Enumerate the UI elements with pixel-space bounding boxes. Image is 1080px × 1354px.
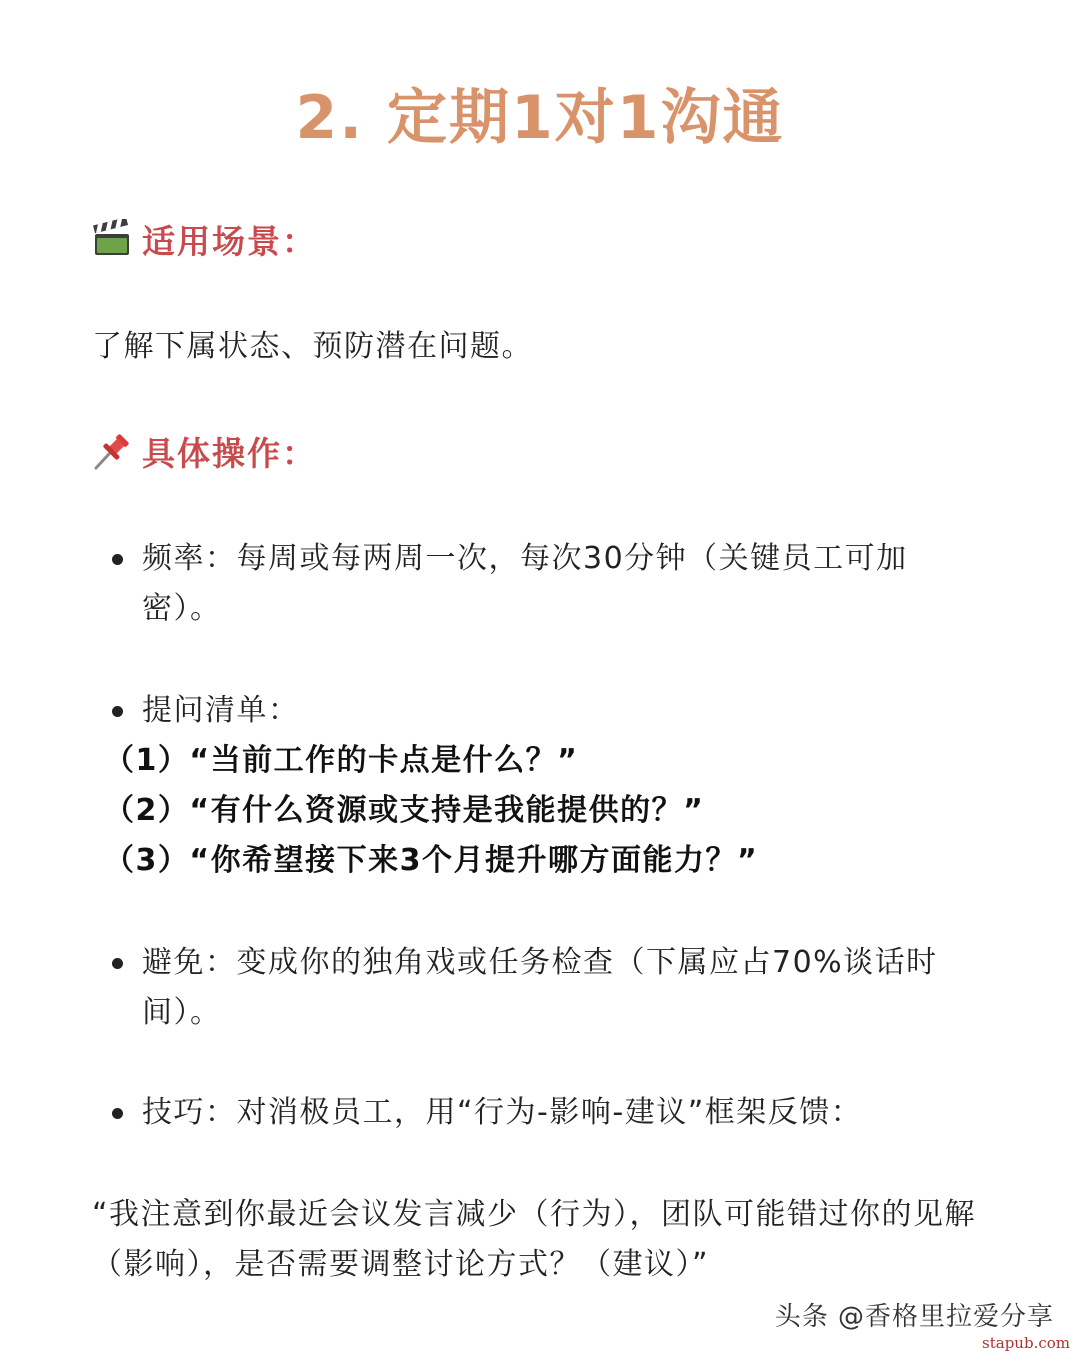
pushpin-icon [92, 431, 132, 471]
list-item-text: 技巧：对消极员工，用“行为-影响-建议”框架反馈： [142, 1095, 863, 1130]
example-quote: “我注意到你最近会议发言减少（行为），团队可能错过你的见解（影响），是否需要调整讨论方式？（建议）” [92, 1197, 977, 1282]
list-item-tips [112, 1088, 962, 1138]
scenario-text: 了解下属状态、预防潜在问题。 [92, 329, 533, 364]
list-item-frequency [112, 534, 962, 634]
section-heading-operation [92, 426, 317, 476]
section-label: 适用场景： [142, 221, 317, 261]
clapperboard-icon [92, 219, 132, 259]
list-item-questions [112, 686, 962, 736]
section-label: 具体操作： [142, 433, 317, 473]
page-title: 2. 定期1对1沟通 [295, 83, 785, 153]
watermark-text: 头条 @香格里拉爱分享 [774, 1302, 1054, 1332]
site-watermark: stapub.com [982, 1334, 1070, 1352]
section-heading-scenario [92, 214, 317, 264]
question-item: （3）“你希望接下来3个月提升哪方面能力？” [104, 843, 759, 878]
bullet-dot [112, 958, 123, 969]
list-item-avoid [112, 938, 962, 1038]
list-item-text: 频率：每周或每两周一次，每次30分钟（关键员工可加密）。 [142, 541, 908, 626]
list-item-text: 避免：变成你的独角戏或任务检查（下属应占70%谈话时间）。 [142, 945, 938, 1030]
question-item: （1）“当前工作的卡点是什么？” [104, 743, 579, 778]
list-item-text: 提问清单： [142, 693, 300, 728]
bullet-dot [112, 706, 123, 717]
bullet-dot [112, 554, 123, 565]
question-item: （2）“有什么资源或支持是我能提供的？” [104, 793, 705, 828]
bullet-dot [112, 1108, 123, 1119]
